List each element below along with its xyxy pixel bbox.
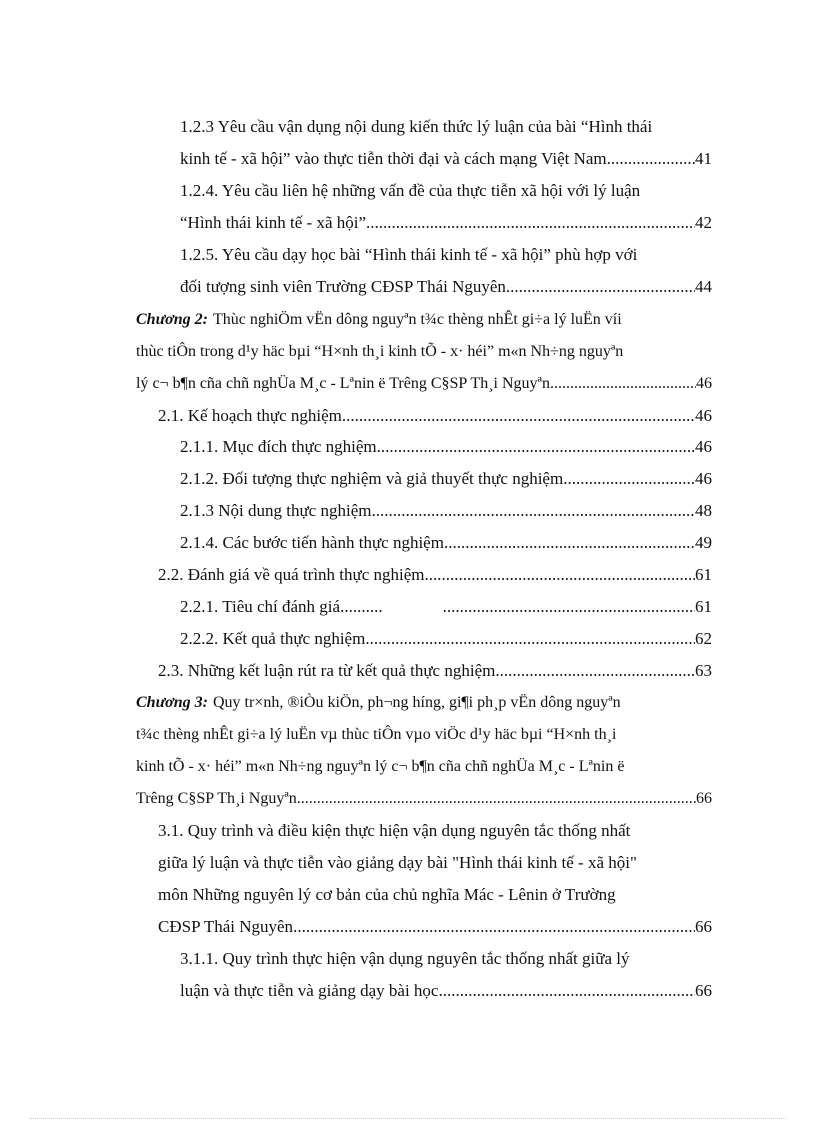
toc-text: 2.2.1. Tiêu chí đánh giá.......... xyxy=(180,597,383,616)
toc-text: t¾c thèng nhÊt gi÷a lý luËn vµ thùc tiÔn vµo viÖc d¹y häc bµi “H×nh th¸i xyxy=(136,726,617,743)
toc-entry-3-1-line3 xyxy=(158,884,712,906)
toc-text: Trêng C§SP Th¸i Nguyªn xyxy=(136,790,297,807)
leader-dots xyxy=(425,564,695,586)
leader-dots xyxy=(365,628,695,650)
page-number: 49 xyxy=(695,533,712,552)
toc-entry-2-1-2 xyxy=(180,468,712,490)
toc-text: 2.1.3 Nội dung thực nghiệm xyxy=(180,501,372,520)
toc-text: Quy tr×nh, ®iÒu kiÖn, ph¬ng híng, gi¶i ph¸p vËn dông nguyªn xyxy=(212,694,621,711)
toc-text: CĐSP Thái Nguyên xyxy=(158,917,294,936)
toc-text: 3.1.1. Quy trình thực hiện vận dụng nguyên tắc thống nhất giữa lý xyxy=(180,949,630,968)
toc-entry-1-2-5-line1 xyxy=(180,244,712,266)
toc-entry-3-1-line2 xyxy=(158,852,712,874)
toc-text: 1.2.3 Yêu cầu vận dụng nội dung kiến thức lý luận của bài “Hình thái xyxy=(180,117,653,136)
page-number: 46 xyxy=(695,406,712,425)
leader-dots xyxy=(443,596,695,618)
toc-text: 2.1.4. Các bước tiến hành thực nghiệm xyxy=(180,533,444,552)
page-number: 46 xyxy=(695,469,712,488)
toc-chapter-2-line3 xyxy=(136,373,712,395)
page-number: 62 xyxy=(695,629,712,648)
leader-dots xyxy=(366,212,695,234)
toc-chapter-3-line2 xyxy=(136,724,712,746)
page-number: 48 xyxy=(695,501,712,520)
toc-entry-2-2-1 xyxy=(180,596,712,618)
page-number: 46 xyxy=(695,437,712,456)
page-number: 46 xyxy=(696,375,712,392)
toc-entry-1-2-3-line1 xyxy=(180,116,712,138)
toc-entry-2-1 xyxy=(158,405,712,427)
toc-text: luận và thực tiễn và giảng dạy bài học xyxy=(180,981,439,1000)
toc-text: 2.2.2. Kết quả thực nghiệm xyxy=(180,629,366,648)
chapter-label: Chương 3: xyxy=(136,694,208,711)
toc-chapter-3-line3 xyxy=(136,756,712,778)
toc-text: môn Những nguyên lý cơ bản của chủ nghĩa Mác - Lênin ở Trường xyxy=(158,885,616,904)
page-bottom-divider xyxy=(30,1118,786,1119)
toc-entry-2-1-1 xyxy=(180,436,712,458)
leader-dots xyxy=(377,436,695,458)
toc-text: 3.1. Quy trình và điều kiện thực hiện vận dụng nguyên tắc thống nhất xyxy=(158,821,631,840)
toc-entry-1-2-3-line2 xyxy=(180,148,712,170)
toc-entry-2-2-2 xyxy=(180,628,712,650)
toc-text: 2.1. Kế hoạch thực nghiệm xyxy=(158,406,342,425)
page-number: 61 xyxy=(695,565,712,584)
page-number: 44 xyxy=(695,277,712,296)
toc-chapter-3-line4 xyxy=(136,788,712,810)
page-number: 63 xyxy=(695,661,712,680)
toc-text: Thùc nghiÖm vËn dông nguyªn t¾c thèng nhÊt gi÷a lý luËn víi xyxy=(212,311,622,328)
toc-entry-2-3 xyxy=(158,660,712,682)
toc-text: 2.1.1. Mục đích thực nghiệm xyxy=(180,437,377,456)
toc-text: thùc tiÔn trong d¹y häc bµi “H×nh th¸i kinh tÕ - x· héi” m«n Nh÷ng nguyªn xyxy=(136,343,624,360)
page-number: 61 xyxy=(695,597,712,616)
leader-dots xyxy=(550,373,696,395)
toc-text: 1.2.4. Yêu cầu liên hệ những vấn đề của thực tiễn xã hội với lý luận xyxy=(180,181,641,200)
toc-text: 2.3. Những kết luận rút ra từ kết quả thực nghiệm xyxy=(158,661,496,680)
leader-dots xyxy=(438,980,695,1002)
toc-entry-1-2-5-line2 xyxy=(180,276,712,298)
leader-dots xyxy=(293,916,695,938)
chapter-label: Chương 2: xyxy=(136,311,208,328)
toc-text: lý c¬ b¶n cña chñ nghÜa M¸c - Lªnin ë Trêng C§SP Th¸i Nguyªn xyxy=(136,375,550,392)
toc-entry-1-2-4-line1 xyxy=(180,180,712,202)
toc-chapter-2-line2 xyxy=(136,341,712,363)
toc-chapter-2-line1 xyxy=(136,309,712,331)
leader-dots xyxy=(342,405,695,427)
toc-entry-3-1-1-line2 xyxy=(180,980,712,1002)
leader-dots xyxy=(297,788,696,810)
toc-entry-3-1-1-line1 xyxy=(180,948,712,970)
leader-dots xyxy=(371,500,695,522)
leader-dots xyxy=(444,532,695,554)
leader-dots xyxy=(506,276,695,298)
toc-entry-3-1-line4 xyxy=(158,916,712,938)
leader-dots xyxy=(611,148,695,170)
page-number: 41 xyxy=(695,149,712,168)
toc-chapter-3-line1 xyxy=(136,692,712,714)
toc-entry-2-2 xyxy=(158,564,712,586)
toc-text: kinh tÕ - x· héi” m«n Nh÷ng nguyªn lý c¬ b¶n cña chñ nghÜa M¸c - Lªnin ë xyxy=(136,758,625,775)
page-number: 42 xyxy=(695,213,712,232)
toc-text: đối tượng sinh viên Trường CĐSP Thái Nguyên xyxy=(180,277,506,296)
toc-text: “Hình thái kinh tế - xã hội” xyxy=(180,213,367,232)
toc-text: kinh tế - xã hội” vào thực tiễn thời đại và cách mạng Việt Nam. xyxy=(180,149,611,168)
toc-entry-3-1-line1 xyxy=(158,820,712,842)
page-number: 66 xyxy=(695,917,712,936)
toc-entry-1-2-4-line2 xyxy=(180,212,712,234)
toc-text: giữa lý luận và thực tiễn vào giảng dạy bài "Hình thái kinh tế - xã hội" xyxy=(158,853,637,872)
leader-dots xyxy=(495,660,695,682)
toc-text: 1.2.5. Yêu cầu dạy học bài “Hình thái kinh tế - xã hội” phù hợp với xyxy=(180,245,638,264)
page-number: 66 xyxy=(695,981,712,1000)
page-number: 66 xyxy=(696,790,712,807)
toc-text: 2.1.2. Đối tượng thực nghiệm và giả thuyết thực nghiệm xyxy=(180,469,564,488)
toc-text: 2.2. Đánh giá về quá trình thực nghiệm xyxy=(158,565,425,584)
toc-entry-2-1-4 xyxy=(180,532,712,554)
toc-entry-2-1-3 xyxy=(180,500,712,522)
leader-dots xyxy=(563,468,695,490)
